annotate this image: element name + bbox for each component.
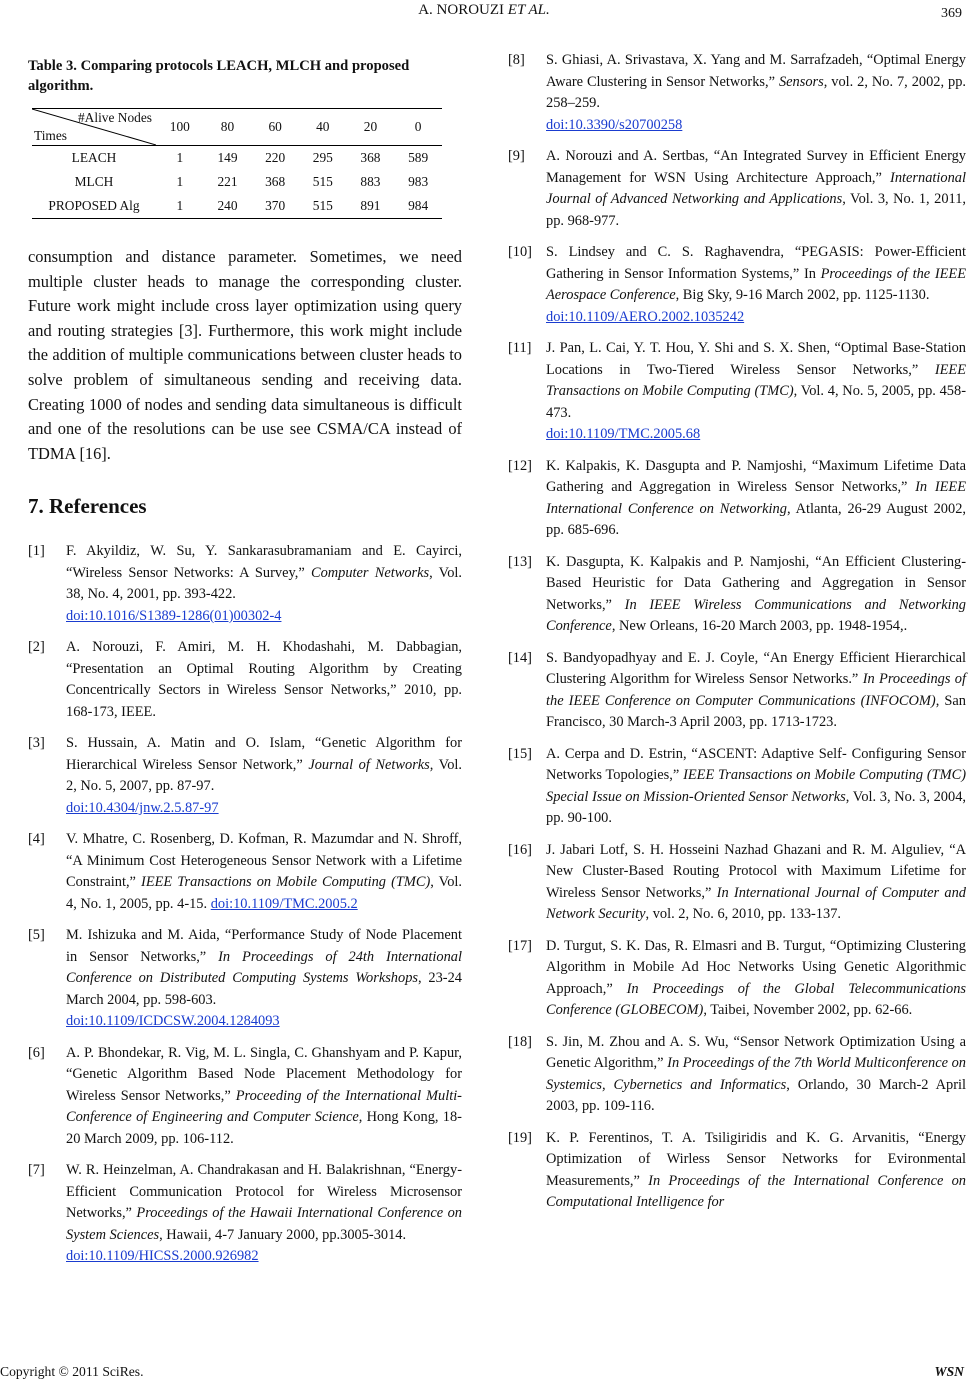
- reference-venue: International Journal of Advanced Networking and Applications: [546, 169, 966, 207]
- reference-doi-link[interactable]: doi:10.1109/TMC.2005.2: [210, 895, 358, 912]
- reference-authors-title: A. P. Bhondekar, R. Vig, M. L. Singla, C. Ghanshyam and P. Kapur, “Genetic Algorithm Based Node Placement Methodology for Wireless Sensor Networks,”: [66, 1044, 462, 1104]
- reference-doi-link[interactable]: doi:10.1016/S1389-1286(01)00302-4: [66, 607, 282, 624]
- reference-text: [66, 541, 462, 627]
- reference-text: [546, 242, 966, 328]
- reference-venue: In Proceedings of 24th International Conference on Distributed Computing Systems Workshops: [66, 948, 462, 987]
- reference-number: [8]: [508, 52, 525, 68]
- reference-number: [9]: [508, 148, 525, 164]
- reference-venue: In Proceedings of the IEEE Conference on Computer Communications (INFOCOM): [546, 671, 966, 709]
- table-row: [32, 170, 442, 194]
- reference-authors-title: J. Jabari Lotf, S. H. Hosseini Nazhad Ghazani and R. M. Alguliev, “A New Cluster-Based Routing Protocol with Maximum Lifetime for Wireless Sensor Networks,”: [546, 841, 966, 901]
- table-cell: 1: [176, 150, 184, 165]
- table-cell: 515: [312, 174, 333, 189]
- reference-text: [546, 1032, 966, 1118]
- column-header: 60: [268, 119, 282, 134]
- reference-item: [508, 338, 966, 446]
- table-cell: 240: [217, 198, 238, 213]
- running-header: [0, 2, 968, 24]
- reference-venue: In IEEE Wireless Communications and Networking Conference: [546, 596, 966, 634]
- reference-text: [66, 637, 462, 723]
- references-right: [508, 50, 966, 1214]
- reference-number: [13]: [508, 553, 532, 570]
- header-authors-main: A. NOROUZI: [418, 2, 505, 18]
- reference-venue: Computer Networks: [310, 564, 430, 581]
- reference-doi-link[interactable]: doi:10.1109/TMC.2005.68: [546, 426, 701, 442]
- reference-number: [11]: [508, 340, 532, 356]
- table-cell: 149: [217, 150, 238, 165]
- reference-venue: In Proceedings of the Global Telecommunications Conference (GLOBECOM): [546, 980, 966, 1018]
- reference-authors-title: J. Pan, L. Cai, Y. T. Hou, Y. Shi and S. X. Shen, “Optimal Base-Station Locations in Two-Tiered Wireless Sensor Networks,”: [546, 340, 966, 378]
- reference-doi-link[interactable]: doi:10.3390/s20700258: [546, 116, 683, 133]
- reference-authors-title: K. P. Ferentinos, T. A. Tsiligiridis and K. G. Arvanitis, “Energy Optimization of Wirless Sensor Networks for Evironmental Measurements,”: [546, 1129, 966, 1189]
- page-number: 369: [941, 6, 962, 21]
- reference-item: [508, 456, 966, 542]
- reference-item: [508, 840, 966, 926]
- reference-number: [18]: [508, 1033, 532, 1050]
- reference-authors-title: S. Hussain, A. Matin and O. Islam, “Genetic Algorithm for Hierarchical Wireless Sensor Network,”: [66, 735, 462, 773]
- column-header: 20: [363, 119, 378, 134]
- reference-details: , Vol. 3, No. 1, 2011, pp. 968-977.: [546, 191, 966, 229]
- reference-text: [546, 456, 966, 542]
- reference-number: [15]: [508, 745, 532, 762]
- reference-details: , Hawaii, 4-7 January 2000, pp.3005-3014.: [159, 1226, 407, 1243]
- reference-details: , New Orleans, 16-20 March 2003, pp. 1948-1954,.: [611, 618, 908, 634]
- right-column: [508, 50, 966, 1224]
- reference-item: [508, 1128, 966, 1214]
- reference-text: [546, 146, 966, 232]
- reference-number: [4]: [28, 831, 45, 848]
- reference-item: [28, 1043, 462, 1151]
- corner-times-label: Times: [34, 128, 67, 143]
- reference-venue: IEEE Transactions on Mobile Computing (TMC): [546, 361, 966, 399]
- reference-item: [508, 1032, 966, 1118]
- reference-venue: In Proceedings of the 7th World Multiconference on Systemics, Cybernetics and Informatics: [546, 1055, 966, 1093]
- reference-text: [546, 552, 966, 638]
- reference-venue: Proceeding of the International Multi-Conference of Engineering and Computer Science: [66, 1087, 462, 1126]
- reference-details: , Vol. 3, No. 3, 2004, pp. 90-100.: [546, 788, 966, 826]
- reference-venue: Sensors: [778, 73, 824, 90]
- reference-authors-title: A. Norouzi and A. Sertbas, “An Integrated Survey in Efficient Energy Management for WSN Using Architecture Approach,”: [546, 148, 966, 186]
- reference-authors-title: S. Ghiasi, A. Srivastava, X. Yang and M. Sarrafzadeh, “Optimal Energy Aware Clustering in Sensor Networks,”: [546, 52, 966, 90]
- table-corner-cell: [32, 109, 156, 146]
- table-row: [32, 146, 442, 171]
- reference-authors-title: M. Ishizuka and M. Aida, “Performance Study of Node Placement in Sensor Networks,”: [66, 927, 462, 965]
- table-cell: 515: [312, 198, 333, 213]
- table-cell: 883: [360, 174, 381, 189]
- table-row: [32, 194, 442, 219]
- reference-venue: In International Journal of Computer and Network Security: [546, 884, 966, 922]
- left-column: [28, 56, 462, 1278]
- table-cell: 221: [217, 174, 238, 189]
- reference-authors-title: A. Norouzi, F. Amiri, M. H. Khodashahi, M. Dabbagian, “Presentation an Optimal Routing Algorithm by Creating Concentrically Sectors in Wireless Sensor Networks,” 2010, pp. 168-173, IEEE.: [66, 639, 462, 720]
- reference-doi-link[interactable]: doi:10.1109/ICDCSW.2004.1284093: [66, 1013, 280, 1030]
- reference-details: , Big Sky, 9-16 March 2002, pp. 1125-1130.: [675, 287, 930, 303]
- reference-doi-link[interactable]: doi:10.1109/AERO.2002.1035242: [546, 308, 745, 325]
- reference-number: [6]: [28, 1044, 45, 1061]
- reference-item: [28, 637, 462, 723]
- reference-item: [28, 1160, 462, 1268]
- row-label: LEACH: [71, 150, 117, 165]
- reference-details: , vol. 2, No. 7, 2002, pp. 258–259.: [546, 73, 966, 111]
- reference-doi-link[interactable]: doi:10.1109/HICSS.2000.926982: [66, 1248, 259, 1265]
- table-cell: 220: [265, 150, 286, 165]
- running-header-authors: [0, 2, 968, 19]
- reference-authors-title: S. Bandyopadhyay and E. J. Coyle, “An Energy Efficient Hierarchical Clustering Algorithm for Wireless Sensor Networks.”: [546, 649, 966, 687]
- table-cell: 1: [176, 198, 184, 213]
- reference-venue: In IEEE International Conference on Networking: [546, 479, 966, 517]
- reference-item: [508, 50, 966, 136]
- column-header: 100: [169, 119, 190, 134]
- column-header: 80: [220, 119, 235, 134]
- row-label: PROPOSED Alg: [48, 198, 140, 213]
- reference-number: [14]: [508, 649, 532, 666]
- reference-details: , Vol. 4, No. 5, 2005, pp. 458-473.: [546, 383, 966, 421]
- table-header-row: [32, 109, 442, 146]
- reference-item: [508, 146, 966, 232]
- reference-text: [546, 338, 966, 446]
- reference-details: , Hong Kong, 18-20 March 2009, pp. 106-112.: [66, 1109, 462, 1147]
- table-cell: 589: [408, 150, 429, 165]
- column-header: 0: [414, 119, 422, 134]
- reference-venue: Proceedings of the Hawaii International Conference on System Sciences: [66, 1205, 462, 1243]
- comparison-table: [32, 108, 442, 219]
- table-cell: 891: [360, 198, 381, 213]
- reference-item: [508, 648, 966, 734]
- reference-text: [66, 733, 462, 819]
- corner-alive-nodes-label: #Alive Nodes: [77, 110, 152, 125]
- reference-number: [7]: [28, 1162, 45, 1179]
- reference-doi-link[interactable]: doi:10.4304/jnw.2.5.87-97: [66, 799, 219, 816]
- reference-item: [508, 552, 966, 638]
- reference-authors-title: K. Dasgupta, K. Kalpakis and P. Namjoshi, “An Efficient Clustering-Based Heuristic for Data Gathering and Aggregation in Sensor Networks,”: [546, 553, 966, 613]
- reference-text: [66, 1043, 462, 1151]
- reference-text: [546, 648, 966, 734]
- table-cell: 984: [408, 198, 429, 213]
- table-cell: 368: [360, 150, 381, 165]
- reference-details: , Taibei, November 2002, pp. 62-66.: [703, 1002, 913, 1018]
- reference-venue: IEEE Transactions on Mobile Computing (TMC) Special Issue on Mission-Oriented Sensor Networks: [546, 767, 967, 805]
- reference-venue: Journal of Networks,: [308, 756, 434, 773]
- reference-venue: In Proceedings of the International Conference on Computational Intelligence for: [546, 1172, 966, 1210]
- reference-authors-title: W. R. Heinzelman, A. Chandrakasan and H. Balakrishnan, “Energy-Efficient Communication Protocol for Wireless Microsensor Networks,”: [66, 1162, 462, 1222]
- reference-venue: Proceedings of the IEEE Aerospace Conference: [546, 265, 966, 303]
- reference-venue: IEEE Transactions on Mobile Computing (TMC): [141, 874, 431, 891]
- reference-details: , 23-24 March 2004, pp. 598-603.: [66, 970, 462, 1008]
- section-title: 7. References: [28, 494, 147, 519]
- reference-number: [17]: [508, 937, 532, 954]
- table-cell: 368: [265, 174, 286, 189]
- reference-authors-title: A. Cerpa and D. Estrin, “ASCENT: Adaptive Self- Configuring Sensor Networks Topologies,”: [546, 745, 966, 783]
- table-cell: 1: [176, 174, 184, 189]
- footer-copyright: Copyright © 2011 SciRes.: [0, 1364, 144, 1379]
- reference-text: [66, 829, 462, 915]
- reference-details: , San Francisco, 30 March-3 April 2003, pp. 1713-1723.: [546, 692, 966, 730]
- reference-details: , Atlanta, 26-29 August 2002, pp. 685-696.: [546, 500, 966, 538]
- table-caption: Table 3. Comparing protocols LEACH, MLCH and proposed algorithm.: [28, 58, 410, 94]
- reference-details: , Vol. 4, No. 1, 2005, pp. 4-15.: [66, 874, 463, 912]
- reference-number: [16]: [508, 841, 532, 858]
- reference-item: [508, 242, 966, 328]
- reference-number: [1]: [28, 543, 45, 560]
- reference-item: [28, 541, 462, 627]
- reference-text: [546, 744, 966, 830]
- table-cell: 295: [312, 150, 333, 165]
- reference-text: [546, 1128, 966, 1214]
- reference-details: , Orlando, 30 March-2 April 2003, pp. 109-116.: [546, 1076, 967, 1114]
- reference-details: Vol. 2, No. 5, 2007, pp. 87-97.: [66, 756, 462, 795]
- body-paragraph: consumption and distance parameter. Sometimes, we need multiple cluster heads to manage the corresponding cluster. Future work might include cross layer optimization using query and routing strategies [3]. Furthermore, this work might include the addition of multiple communications between cluster heads to solve problem of simultaneous sending and receiving data. Creating 1000 of nodes and sending data simultaneous is difficult and one of the resolutions can be use see CSMA/CA instead of TDMA [16].: [28, 247, 462, 463]
- table-cell: 370: [265, 198, 286, 213]
- reference-number: [3]: [28, 735, 45, 752]
- reference-number: [5]: [28, 927, 45, 944]
- reference-authors-title: K. Kalpakis, K. Dasgupta and P. Namjoshi, “Maximum Lifetime Data Gathering and Aggregation in Wireless Sensor Networks,”: [546, 457, 966, 495]
- reference-text: [66, 925, 462, 1033]
- reference-text: [546, 936, 966, 1022]
- table-cell: 983: [408, 174, 429, 189]
- reference-item: [508, 744, 966, 830]
- reference-text: [66, 1160, 462, 1268]
- footer-journal: WSN: [934, 1364, 964, 1379]
- reference-authors-title: V. Mhatre, C. Rosenberg, D. Kofman, R. Mazumdar and N. Shroff, “A Minimum Cost Heterogeneous Sensor Network with a Lifetime Constraint,”: [66, 831, 462, 891]
- reference-number: [10]: [508, 244, 532, 260]
- row-label: MLCH: [74, 174, 114, 189]
- reference-item: [28, 829, 462, 915]
- reference-authors-title: D. Turgut, S. K. Das, R. Elmasri and B. Turgut, “Optimizing Clustering Algorithm in Mobile Ad Hoc Networks Using Genetic Algorithmic Approach,”: [546, 937, 966, 997]
- reference-item: [28, 925, 462, 1033]
- reference-number: [12]: [508, 457, 532, 474]
- reference-number: [19]: [508, 1129, 532, 1146]
- reference-text: [546, 840, 966, 926]
- reference-number: [2]: [28, 639, 45, 656]
- reference-authors-title: F. Akyildiz, W. Su, Y. Sankarasubramaniam and E. Cayirci, “Wireless Sensor Networks: A Survey,”: [66, 543, 462, 581]
- reference-text: [546, 50, 966, 136]
- reference-item: [508, 936, 966, 1022]
- reference-item: [28, 733, 462, 819]
- references-left: [28, 541, 462, 1268]
- reference-authors-title: S. Lindsey and C. S. Raghavendra, “PEGASIS: Power-Efficient Gathering in Sensor Information Systems,” In: [546, 244, 966, 282]
- reference-details: , vol. 2, No. 6, 2010, pp. 133-137.: [645, 906, 841, 922]
- column-header: 40: [316, 119, 330, 134]
- reference-details: , Vol. 38, No. 4, 2001, pp. 393-422.: [66, 564, 462, 603]
- reference-authors-title: S. Jin, M. Zhou and A. S. Wu, “Sensor Network Optimization Using a Genetic Algorithm,”: [546, 1033, 966, 1071]
- header-authors-etal: ET AL.: [507, 2, 550, 18]
